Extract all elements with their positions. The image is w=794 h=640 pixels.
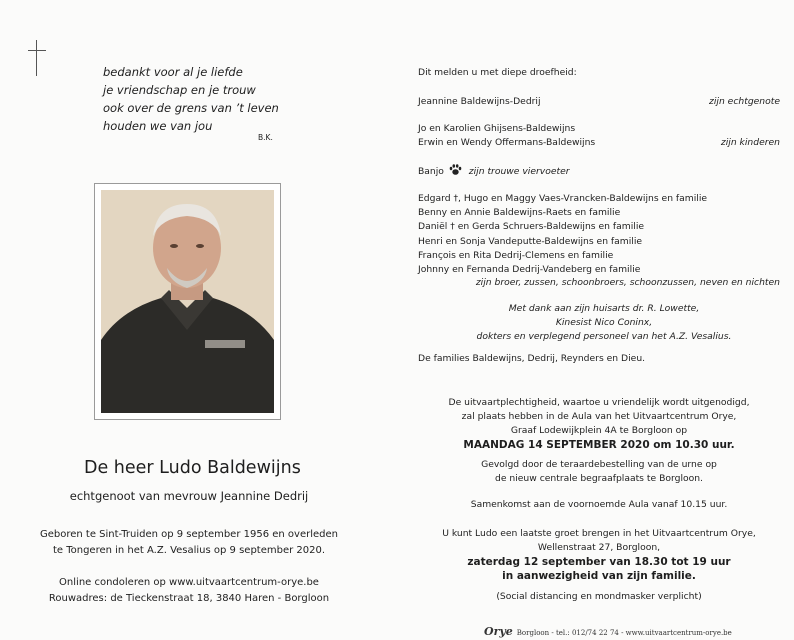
spouse-row [418,96,780,107]
poem-line: houden we van jou [103,119,213,133]
portrait-photo [101,190,274,413]
funeral-intro-line: zal plaats hebben in de Aula van het Uitvaartcentrum Orye, [461,411,737,422]
thanks-block [418,302,790,344]
visit-line: U kunt Ludo een laatste groet brengen in het Uitvaartcentrum Orye, [442,528,756,539]
children-role: zijn kinderen [720,137,780,148]
visit-times [418,555,780,583]
footer-contact: Borgloon - tel.: 012/74 22 74 - www.uitvaartcentrum-orye.be [516,629,732,637]
birth-death-line: Geboren te Sint-Truiden op 9 september 1956 en overleden [39,529,338,540]
poem-author: B.K. [258,133,273,142]
pet-name: Banjo [418,166,444,177]
poem [103,63,279,135]
families-line: De families Baldewijns, Dedrij, Reynders en Dieu. [418,353,646,364]
funeral-intro-line: De uitvaartplechtigheid, waartoe u vriendelijk wordt uitgenodigd, [448,397,750,408]
family-line: Henri en Sonja Vandeputte-Baldewijns en familie [418,235,643,247]
funeral-intro-line: Graaf Lodewijkplein 4A te Borgloon op [510,425,688,436]
birth-death-info [0,527,378,559]
family-line: Benny en Annie Baldewijns-Raets en familie [418,207,621,219]
child-row [418,123,780,134]
visit-line: Wellenstraat 27, Borgloon, [537,542,661,553]
orye-logo: Orye [484,625,513,638]
child-name: Jo en Karolien Ghijsens-Baldewijns [418,123,576,134]
child-row [418,137,780,148]
paw-icon [449,164,462,179]
followup-line: Gevolgd door de teraardebestelling van de urne op [481,459,717,470]
thanks-line: Met dank aan zijn huisarts dr. R. Lowette, [508,303,700,314]
family-list [418,192,780,277]
cross-icon [28,40,46,76]
birth-death-line: te Tongeren in het A.Z. Vesalius op 9 september 2020. [52,545,326,556]
portrait-frame [94,183,281,420]
visit-time-line: in aanwezigheid van zijn familie. [502,570,696,582]
poem-line: bedankt voor al je liefde [103,65,243,79]
family-line: François en Rita Dedrij-Clemens en familie [418,249,614,261]
pet-role: zijn trouwe viervoeter [468,166,570,177]
gathering-line: Samenkomst aan de voornoemde Aula vanaf 10.15 uur. [470,499,728,510]
family-line: Johnny en Fernanda Dedrij-Vandeberg en familie [418,264,641,276]
spouse-role: zijn echtgenote [709,96,780,107]
visit-time-line: zaterdag 12 september van 18.30 tot 19 uur [467,556,731,568]
deceased-name: De heer Ludo Baldewijns [84,458,301,478]
spouse-line: echtgenoot van mevrouw Jeannine Dedrij [69,489,309,503]
followup-line: de nieuw centrale begraafplaats te Borgloon. [495,473,703,484]
distancing-note: (Social distancing en mondmasker verplicht) [496,591,702,602]
thanks-line: dokters en verplegend personeel van het A.Z. Vesalius. [476,331,732,342]
condolence-info [0,575,378,607]
funeral-followup [418,458,780,486]
online-condolence-line: Online condoleren op www.uitvaartcentrum-orye.be [59,577,319,588]
funeral-intro [418,396,780,438]
poem-line: ook over de grens van ’t leven [103,101,279,115]
family-line: Edgard †, Hugo en Maggy Vaes-Vrancken-Baldewijns en familie [418,193,708,204]
funeral-date: MAANDAG 14 SEPTEMBER 2020 om 10.30 uur. [463,439,735,451]
poem-line: je vriendschap en je trouw [103,83,256,97]
visit-info [418,527,780,555]
funeral-home-footer [484,625,732,638]
thanks-line: Kinesist Nico Coninx, [555,317,653,328]
announcement-intro: Dit melden u met diepe droefheid: [418,67,577,78]
mourning-address-line: Rouwadres: de Tieckenstraat 18, 3840 Haren - Borgloon [48,593,330,604]
spouse-name: Jeannine Baldewijns-Dedrij [418,96,541,107]
child-name: Erwin en Wendy Offermans-Baldewijns [418,137,596,148]
pet-row [418,164,780,179]
family-line: Daniël † en Gerda Schruers-Baldewijns en familie [418,221,645,233]
family-role: zijn broer, zussen, schoonbroers, schoonzussen, neven en nichten [475,277,780,288]
